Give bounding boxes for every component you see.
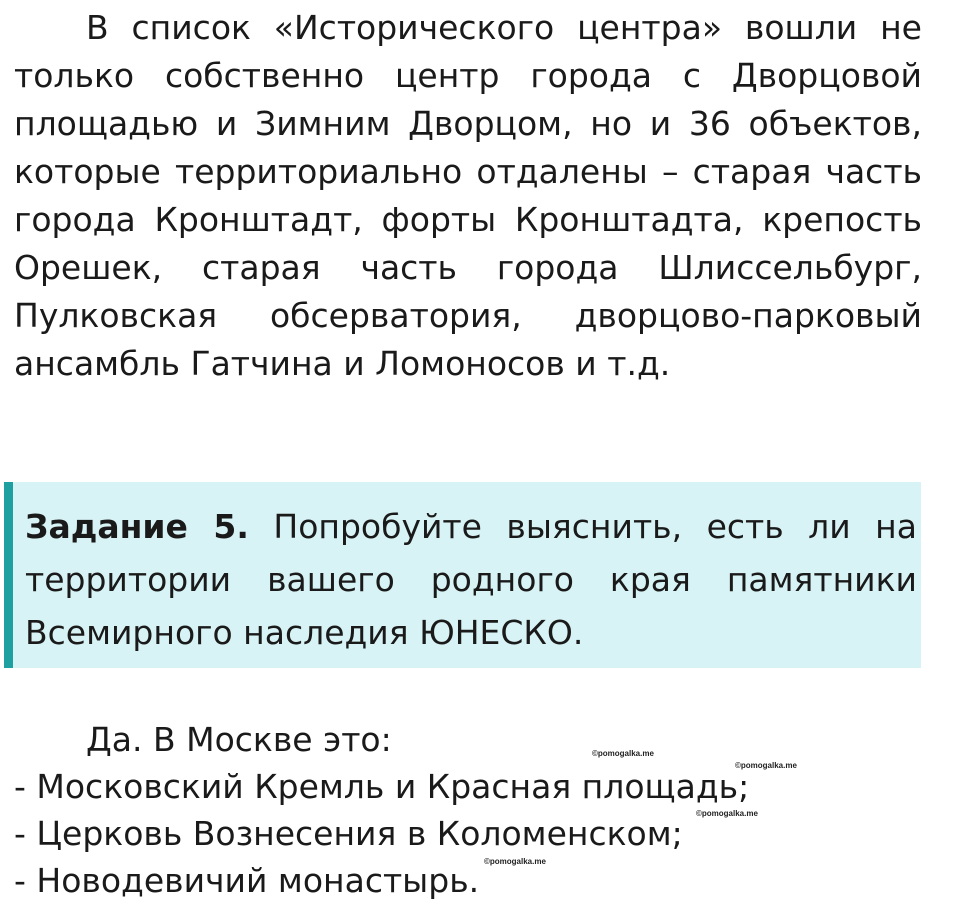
intro-line: Пулковская обсерватория, дворцово-парковый bbox=[14, 296, 922, 335]
answer-item: - Новодевичий монастырь. bbox=[14, 861, 480, 900]
watermark: ©pomogalka.me bbox=[735, 761, 797, 770]
intro-line: площадью и Зимним Дворцом, но и 36 объектов, bbox=[14, 104, 922, 143]
answer-block bbox=[14, 716, 914, 904]
answer-item: - Церковь Вознесения в Коломенском; bbox=[14, 814, 683, 853]
intro-line: Орешек, старая часть города Шлиссельбург, bbox=[14, 248, 922, 287]
task-line-1 bbox=[25, 500, 917, 553]
task-line-3: Всемирного наследия ЮНЕСКО. bbox=[25, 613, 584, 652]
intro-line: ансамбль Гатчина и Ломоносов и т.д. bbox=[14, 344, 671, 383]
watermark: ©pomogalka.me bbox=[696, 809, 758, 818]
intro-paragraph bbox=[14, 4, 922, 388]
intro-line: В список «Исторического центра» вошли не bbox=[86, 8, 922, 47]
watermark: ©pomogalka.me bbox=[484, 857, 546, 866]
task-callout bbox=[4, 482, 921, 668]
answer-item: - Московский Кремль и Красная площадь; bbox=[14, 767, 750, 806]
task-label: Задание 5. bbox=[25, 507, 249, 546]
task-line-1-text: Попробуйте выяснить, есть ли на bbox=[273, 507, 917, 546]
answer-intro: Да. В Москве это: bbox=[86, 720, 392, 759]
intro-line: только собственно центр города с Дворцовой bbox=[14, 56, 922, 95]
task-line-2: территории вашего родного края памятники bbox=[25, 560, 917, 599]
task-text bbox=[25, 500, 917, 659]
intro-line: которые территориально отдалены – старая часть bbox=[14, 152, 922, 191]
intro-line: города Кронштадт, форты Кронштадта, крепость bbox=[14, 200, 922, 239]
watermark: ©pomogalka.me bbox=[592, 749, 654, 758]
